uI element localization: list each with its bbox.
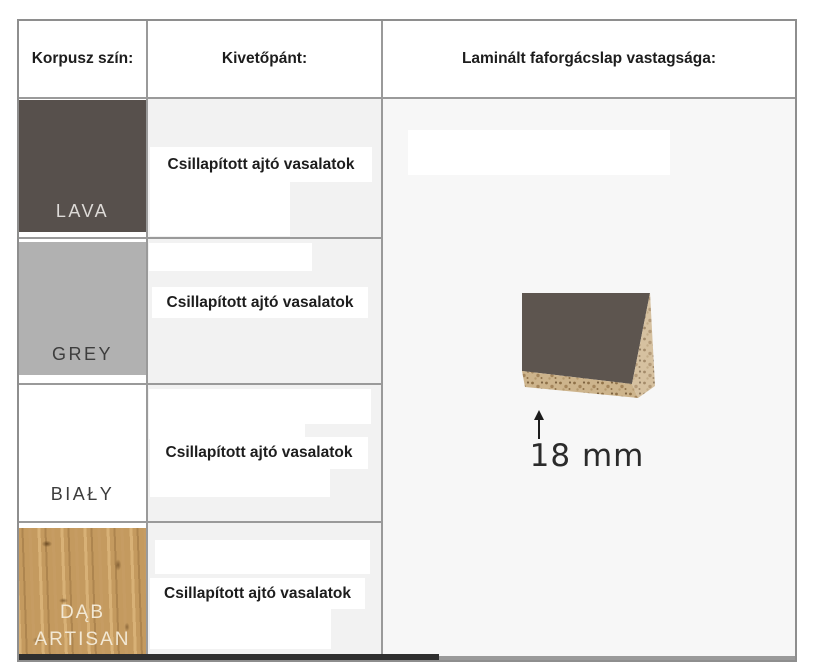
hinge-row-4-label: Csillapított ajtó vasalatok [164,584,351,602]
swatch-grey [19,242,146,375]
bottom-dark-strip [19,654,439,660]
chipboard-image [516,292,656,400]
white-patch [150,469,330,497]
header-board-thickness-label: Laminált faforgácslap vastagsága: [461,50,717,67]
white-patch [150,609,331,649]
swatch-lava [19,100,146,232]
spec-table [17,19,797,662]
thickness-value: 18 mm [529,438,645,474]
swatch-bialy [19,385,146,519]
swatch-dab-artisan-label: DĄB ARTISAN [34,601,131,651]
white-patch [408,130,670,175]
header-hinge [148,21,381,97]
swatch-bialy-label: BIAŁY [50,483,115,504]
bottom-gray-strip [439,656,795,660]
header-body-color [19,21,146,97]
hinge-row-3-label: Csillapított ajtó vasalatok [165,444,353,461]
white-patch [155,540,370,574]
white-patch [149,243,312,271]
up-arrow-icon [531,410,547,440]
header-board-thickness [383,21,795,97]
hinge-row-3 [150,437,368,469]
hinge-row-2-label: Csillapított ajtó vasalatok [166,293,354,311]
header-hinge-label: Kivetőpánt: [221,50,308,67]
white-patch [149,389,371,424]
swatch-grey-label: GREY [51,343,113,364]
hinge-row-4 [150,578,365,609]
hinge-row-1-label: Csillapított ajtó vasalatok [167,155,355,173]
hinge-row-1 [150,147,372,182]
swatch-lava-label: LAVA [55,200,110,221]
swatch-dab-artisan [19,528,146,660]
header-body-color-label: Korpusz szín: [31,50,134,67]
board-top-face [522,293,650,384]
white-patch [150,182,290,236]
hinge-row-2 [152,287,368,318]
